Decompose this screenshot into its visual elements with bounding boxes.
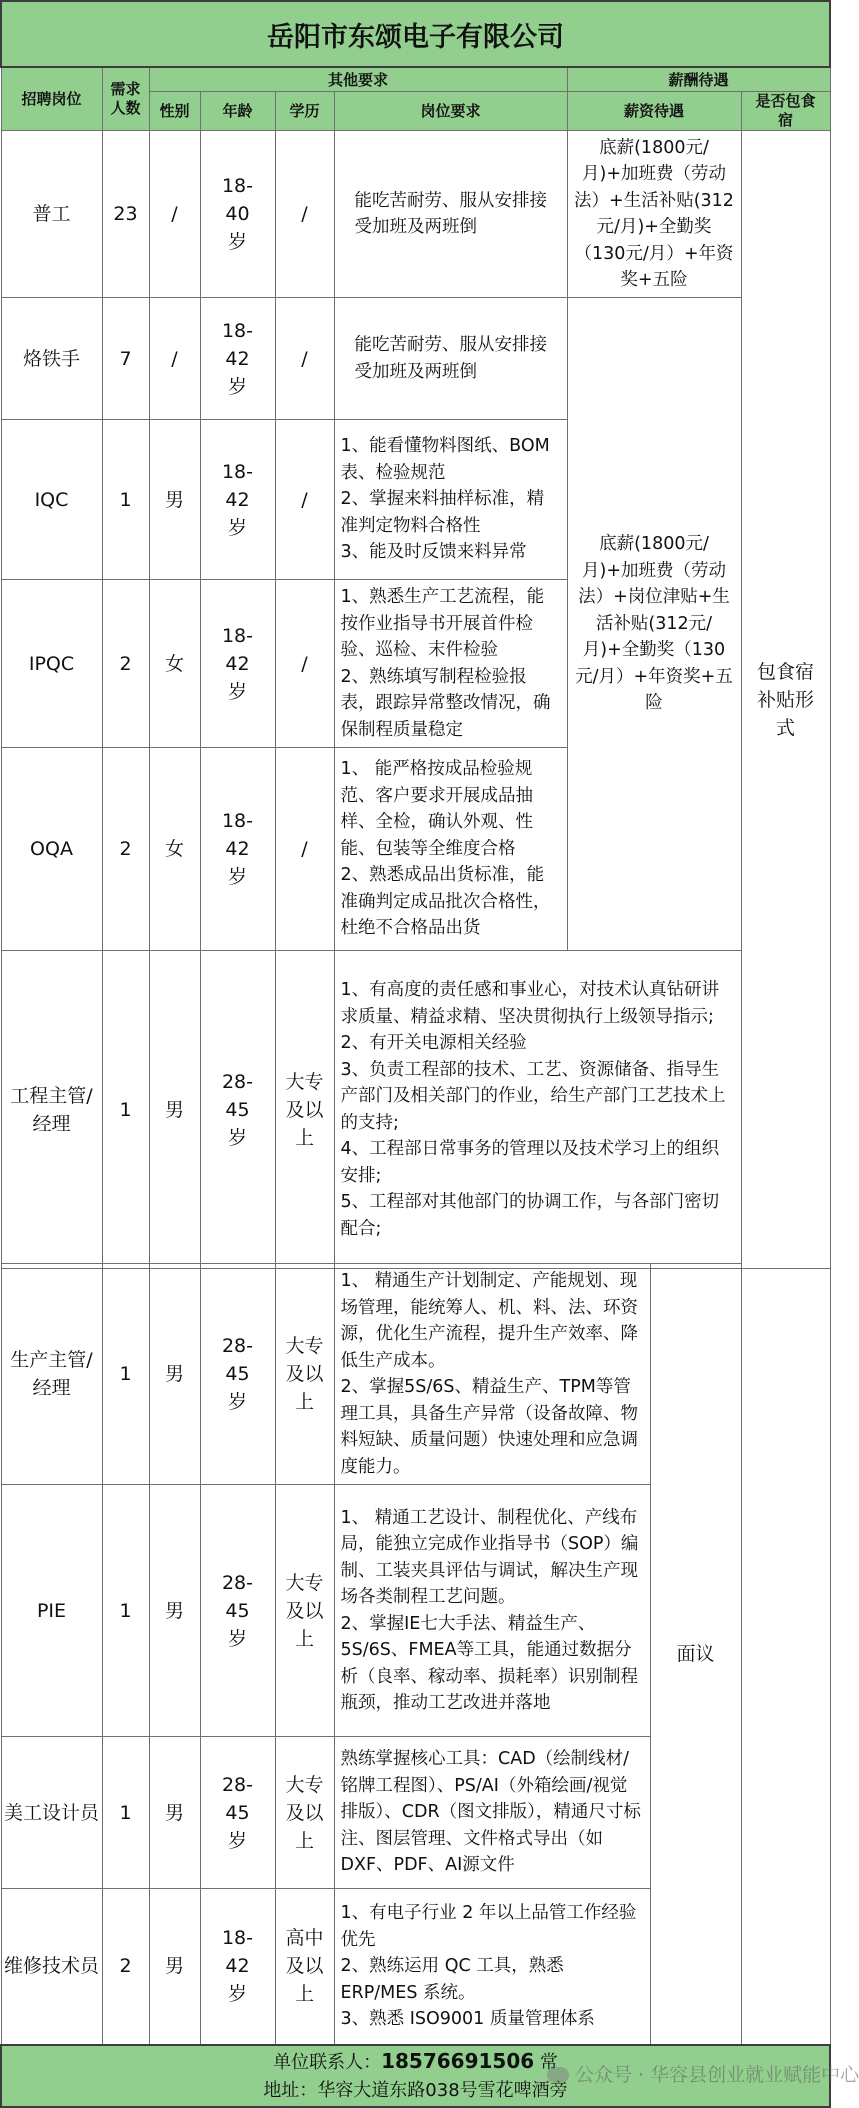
- requirement-line: 2、掌握IE七大手法、精益生产、5S/6S、FMEA等工具，能通过数据分析（良率、稼动率、损耗率）识别制程瓶颈，推动工艺改进并落地: [340, 1613, 638, 1713]
- pay-cell: 底薪(1800元/月)+加班费（劳动法）+岗位津贴+生活补贴(312元/月)+全勤奖（130元/月）+年资奖+五险: [567, 298, 741, 951]
- edu-cell: 大专及以上: [275, 951, 334, 1269]
- position-cell: IPQC: [1, 580, 102, 748]
- age-cell: 18-42岁: [200, 1889, 275, 2045]
- header-other: 其他要求: [149, 67, 567, 92]
- count-cell: 7: [102, 298, 149, 420]
- position-cell: PIE: [1, 1485, 102, 1737]
- position-cell: 生产主管/经理: [1, 1264, 102, 1485]
- requirement-line: 1、有电子行业 2 年以上品管工作经验优先: [340, 1903, 637, 1950]
- position-cell: 烙铁手: [1, 298, 102, 420]
- count-cell: 2: [102, 748, 149, 951]
- header-pay-group: 薪酬待遇: [567, 67, 830, 92]
- position-cell: 普工: [1, 131, 102, 298]
- table-row: [1, 298, 830, 420]
- requirements-cell: [334, 580, 567, 748]
- gender-cell: 男: [149, 1889, 200, 2045]
- requirement-line: 2、掌握来料抽样标准，精准判定物料合格性: [340, 489, 545, 536]
- edu-cell: /: [275, 131, 334, 298]
- requirements-cell: [334, 1737, 650, 1889]
- address-label: 地址：: [263, 2079, 318, 2101]
- position-cell: IQC: [1, 420, 102, 580]
- housing-cell-continued: [741, 1264, 830, 2045]
- requirement-line: 熟练掌握核心工具：CAD（绘制线材/铭牌工程图）、PS/AI（外箱绘画/视觉排版）、CDR（图文排版），精通尺寸标注、图层管理、文件格式导出（如DXF、PDF、AI源文件: [340, 1749, 641, 1876]
- requirements-cell: [334, 131, 567, 298]
- count-cell: 2: [102, 1889, 149, 2045]
- contact-name: 常: [539, 2051, 558, 2073]
- requirement-line: 1、熟悉生产工艺流程，能按作业指导书开展首件检验、巡检、末件检验: [340, 587, 545, 660]
- requirement-line: 2、有开关电源相关经验: [340, 1033, 527, 1053]
- requirements-cell: [334, 420, 567, 580]
- requirement-line: 2、熟悉成品出货标准，能准确判定成品批次合格性，杜绝不合格品出货: [340, 865, 551, 939]
- gender-cell: /: [149, 298, 200, 420]
- housing-cell: 包食宿补贴形式: [741, 131, 830, 1269]
- age-cell: 28-45岁: [200, 1737, 275, 1889]
- requirement-line: 2、熟练填写制程检验报表，跟踪异常整改情况，确保制程质量稳定: [340, 666, 551, 740]
- position-cell: OQA: [1, 748, 102, 951]
- edu-cell: /: [275, 580, 334, 748]
- header-edu: 学历: [275, 92, 334, 131]
- age-cell: 18-40岁: [200, 131, 275, 298]
- position-cell: 工程主管/经理: [1, 951, 102, 1269]
- gender-cell: 男: [149, 951, 200, 1269]
- requirement-line: 5、工程部对其他部门的协调工作，与各部门密切配合;: [340, 1192, 720, 1239]
- requirements-cell: [334, 748, 567, 951]
- count-cell: 1: [102, 1485, 149, 1737]
- gender-cell: 男: [149, 1737, 200, 1889]
- age-cell: 28-45岁: [200, 1485, 275, 1737]
- age-cell: 28-45岁: [200, 951, 275, 1269]
- requirement-line: 能吃苦耐劳、服从安排接受加班及两班倒: [354, 335, 547, 382]
- requirements-cell: [334, 298, 567, 420]
- table-row: [1, 131, 830, 298]
- header-gender: 性别: [149, 92, 200, 131]
- pay-cell: 面议: [650, 1264, 741, 2045]
- contact-label: 单位联系人：: [273, 2051, 382, 2073]
- requirement-line: 1、能看懂物料图纸、BOM表、检验规范: [340, 436, 550, 483]
- requirement-line: 能吃苦耐劳、服从安排接受加班及两班倒: [354, 190, 547, 237]
- age-cell: 28-45岁: [200, 1264, 275, 1485]
- header-req: 岗位要求: [334, 92, 567, 131]
- gender-cell: 男: [149, 1264, 200, 1485]
- requirement-line: 2、熟练运用 QC 工具，熟悉 ERP/MES 系统。: [340, 1956, 564, 2003]
- requirement-line: 4、工程部日常事务的管理以及技术学习上的组织安排;: [340, 1139, 720, 1186]
- count-cell: 1: [102, 1737, 149, 1889]
- header-pay: 薪资待遇: [567, 92, 741, 131]
- gender-cell: 男: [149, 420, 200, 580]
- edu-cell: 高中及以上: [275, 1889, 334, 2045]
- requirements-cell: [334, 951, 741, 1269]
- watermark: [547, 2060, 859, 2087]
- pay-cell: 底薪(1800元/月)+加班费（劳动法）+生活补贴(312元/月)+全勤奖（130元/月）+年资奖+五险: [567, 131, 741, 298]
- count-cell: 23: [102, 131, 149, 298]
- age-cell: 18-42岁: [200, 748, 275, 951]
- age-cell: 18-42岁: [200, 298, 275, 420]
- edu-cell: 大专及以上: [275, 1485, 334, 1737]
- position-cell: 维修技术员: [1, 1889, 102, 2045]
- requirement-line: 1、 精通工艺设计、制程优化、产线布局，能独立完成作业指导书（SOP）编制、工装夹具评估与调试，解决生产现场各类制程工艺问题。: [340, 1507, 639, 1607]
- count-cell: 1: [102, 420, 149, 580]
- gender-cell: /: [149, 131, 200, 298]
- watermark-text: 公众号 · 华容县创业就业赋能中心: [575, 2064, 859, 2086]
- requirements-cell: [334, 1889, 650, 2045]
- edu-cell: /: [275, 748, 334, 951]
- edu-cell: /: [275, 420, 334, 580]
- count-cell: 2: [102, 580, 149, 748]
- position-cell: 美工设计员: [1, 1737, 102, 1889]
- header-position: 招聘岗位: [1, 67, 102, 131]
- age-cell: 18-42岁: [200, 580, 275, 748]
- table-row: [1, 951, 830, 1269]
- gender-cell: 女: [149, 748, 200, 951]
- wechat-icon: [547, 2067, 569, 2083]
- count-cell: 1: [102, 1264, 149, 1485]
- edu-cell: 大专及以上: [275, 1737, 334, 1889]
- requirements-cell: [334, 1485, 650, 1737]
- requirements-cell: [334, 1264, 650, 1485]
- requirement-line: 2、掌握5S/6S、精益生产、TPM等管理工具，具备生产异常（设备故障、物料短缺、质量问题）快速处理和应急调度能力。: [340, 1377, 638, 1477]
- gender-cell: 男: [149, 1485, 200, 1737]
- header-age: 年龄: [200, 92, 275, 131]
- count-cell: 1: [102, 951, 149, 1269]
- header-housing: 是否包食宿: [741, 92, 830, 131]
- gender-cell: 女: [149, 580, 200, 748]
- edu-cell: 大专及以上: [275, 1264, 334, 1485]
- page-title: 岳阳市东颂电子有限公司: [1, 1, 830, 67]
- table-row: [1, 1264, 830, 1485]
- address-value: 华容大道东路038号雪花啤酒旁: [317, 2079, 568, 2101]
- requirement-line: 1、 精通生产计划制定、产能规划、现场管理，能统筹人、机、料、法、环资源，优化生产流程，提升生产效率、降低生产成本。: [340, 1271, 638, 1371]
- requirement-line: 1、 能严格按成品检验规范、客户要求开展成品抽样、全检，确认外观、性能、包装等全维度合格: [340, 759, 533, 859]
- requirement-line: 3、负责工程部的技术、工艺、资源储备、指导生产部门及相关部门的作业，给生产部门工艺技术上的支持;: [340, 1059, 726, 1133]
- requirement-line: 3、能及时反馈来料异常: [340, 542, 527, 563]
- age-cell: 18-42岁: [200, 420, 275, 580]
- contact-phone: 18576691506: [381, 2048, 535, 2073]
- header-count: 需求人数: [102, 67, 149, 131]
- edu-cell: /: [275, 298, 334, 420]
- requirement-line: 3、熟悉 ISO9001 质量管理体系: [340, 2009, 595, 2029]
- requirement-line: 1、有高度的责任感和事业心，对技术认真钻研讲求质量、精益求精、坚决贯彻执行上级领导指示;: [340, 980, 720, 1027]
- recruitment-table-lower: [0, 1263, 831, 2108]
